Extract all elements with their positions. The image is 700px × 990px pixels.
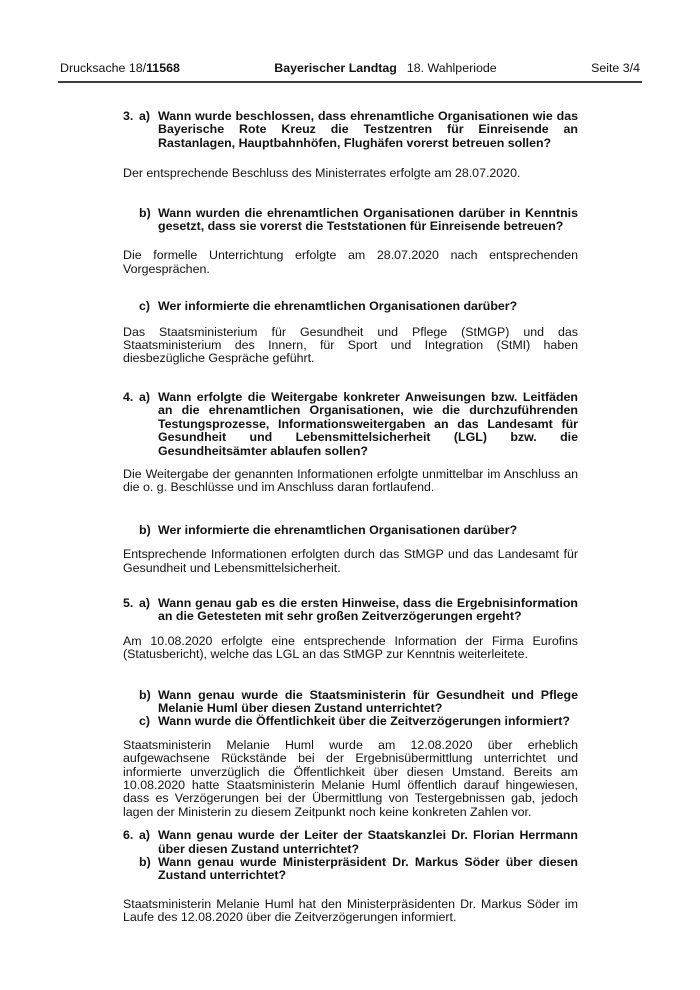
question-row — [123, 524, 578, 537]
question-letter: b) — [139, 205, 151, 220]
question-3b — [123, 207, 578, 234]
question-row — [123, 207, 578, 234]
question-letter: a) — [139, 389, 151, 404]
question-row — [123, 391, 578, 458]
answer-3b: Die formelle Unterrichtung erfolgte am 28.07.2020 nach entsprechenden Vorgesprächen. — [123, 248, 578, 276]
question-row — [123, 689, 578, 716]
question-letter: b) — [139, 522, 151, 537]
question-4b — [123, 524, 578, 537]
drucksache-number: 11568 — [146, 61, 180, 75]
question-text: Wann genau wurde die Staatsministerin für Gesundheit und Pflege Melanie Huml über diesen Zustand unterrichtet? — [158, 687, 578, 715]
question-number — [123, 856, 139, 883]
parliament-title — [274, 61, 496, 75]
drucksache-reference — [60, 61, 180, 75]
question-number — [123, 524, 139, 537]
document-body — [123, 105, 578, 925]
question-row — [123, 597, 578, 624]
answer-6: Staatsministerin Melanie Huml hat den Ministerpräsidenten Dr. Markus Söder im Laufe des 12.08.2020 über die Zeitverzögerungen informiert. — [123, 896, 578, 925]
question-text: Wer informierte die ehrenamtlichen Organisationen darüber? — [158, 299, 518, 314]
question-number — [123, 689, 139, 716]
question-3a — [123, 110, 578, 150]
question-number — [123, 207, 139, 234]
question-letter: c) — [139, 299, 151, 314]
answer-5a: Am 10.08.2020 erfolgte eine entsprechende Information der Firma Eurofins (Statusbericht), welche das LGL an das StMGP zur Kenntnis weiterleitete. — [123, 633, 578, 662]
question-text: Wann genau wurde der Leiter der Staatskanzlei Dr. Florian Herrmann über diesen Zustand unterrichtet? — [158, 828, 578, 856]
answer-3a: Der entsprechende Beschluss des Ministerrates erfolgte am 28.07.2020. — [123, 166, 521, 181]
question-row — [123, 715, 578, 728]
question-5bc — [123, 689, 578, 729]
question-text: Wer informierte die ehrenamtlichen Organisationen darüber? — [158, 522, 518, 537]
drucksache-label: Drucksache 18/ — [60, 61, 147, 75]
question-4a — [123, 391, 578, 458]
question-letter: a) — [139, 828, 151, 843]
question-number: 6. — [123, 828, 134, 843]
question-letter: a) — [139, 595, 151, 610]
question-3c — [123, 300, 578, 313]
question-letter: c) — [139, 714, 151, 729]
question-text: Wann genau gab es die ersten Hinweise, dass die Ergebnisinformation an die Getesteten mit sehr großen Zeitverzögerungen ergeht? — [158, 595, 578, 624]
question-letter: b) — [139, 855, 151, 870]
question-number — [123, 300, 139, 313]
question-text: Wann wurden die ehrenamtlichen Organisationen darüber in Kenntnis gesetzt, dass sie vorerst die Teststationen für Einreisende betreuen? — [158, 205, 578, 234]
header-divider — [58, 81, 642, 83]
question-row — [123, 110, 578, 150]
answer-5bc: Staatsministerin Melanie Huml wurde am 12.08.2020 über erheblich aufgewachsene Rückstände bei der Ergebnisübermittlung unterrichtet und informierte unverzüglich die Öffentlichkeit über diesen Umstand. Bereits am 10.08.2020 hatte Staatsministerin Melanie Huml öffentlich darauf hingewiesen, dass es Verzögerungen bei der Übermittlung von Testergebnissen gab, jedoch lagen der Ministerin zu diesem Zeitpunkt noch keine konkreten Zahlen vor. — [123, 737, 578, 819]
question-number: 3. — [123, 109, 134, 123]
question-text: Wann wurde die Öffentlichkeit über die Zeitverzögerungen informiert? — [158, 714, 570, 729]
question-number — [123, 715, 139, 728]
question-number: 5. — [123, 595, 134, 610]
question-row — [123, 856, 578, 883]
question-6ab — [123, 829, 578, 883]
question-text: Wann genau wurde Ministerpräsident Dr. Markus Söder über diesen Zustand unterrichtet? — [158, 855, 578, 883]
answer-3c: Das Staatsministerium für Gesundheit und Pflege (StMGP) und das Staatsministerium des Innern, für Sport und Integration (StMI) haben diesbezügliche Gespräche geführt. — [123, 324, 578, 366]
answer-4a: Die Weitergabe der genannten Informationen erfolgte unmittelbar im Anschluss an die o. g. Beschlüsse und im Anschluss daran fortlaufend. — [123, 466, 578, 495]
page-number: Seite 3/4 — [591, 61, 640, 75]
question-text: Wann erfolgte die Weitergabe konkreter Anweisungen bzw. Leitfäden an die ehrenamtlichen Organisationen, wie die durchzuführenden Testungsprozesse, Informationsweitergaben an das Landesamt für Gesundheit und Lebensmittelsicherheit (LGL) bzw. die Gesundheitsämter ablaufen sollen? — [158, 389, 578, 458]
answer-4b: Entsprechende Informationen erfolgten durch das StMGP und das Landesamt für Gesundheit und Lebensmittelsicherheit. — [123, 547, 578, 575]
question-letter: a) — [139, 109, 151, 123]
question-number: 4. — [123, 389, 134, 404]
question-text: Wann wurde beschlossen, dass ehrenamtliche Organisationen wie das Bayerische Rote Kreuz die Testzentren für Einreisende an Rastanlagen, Hauptbahnhöfen, Flughäfen vorerst betreuen sollen? — [158, 109, 578, 150]
question-5a — [123, 597, 578, 624]
question-row — [123, 829, 578, 856]
parliament-name: Bayerischer Landtag — [274, 61, 397, 75]
page-header — [60, 61, 640, 75]
question-row — [123, 300, 578, 313]
question-letter: b) — [139, 687, 151, 702]
legislative-period: 18. Wahlperiode — [406, 61, 497, 75]
